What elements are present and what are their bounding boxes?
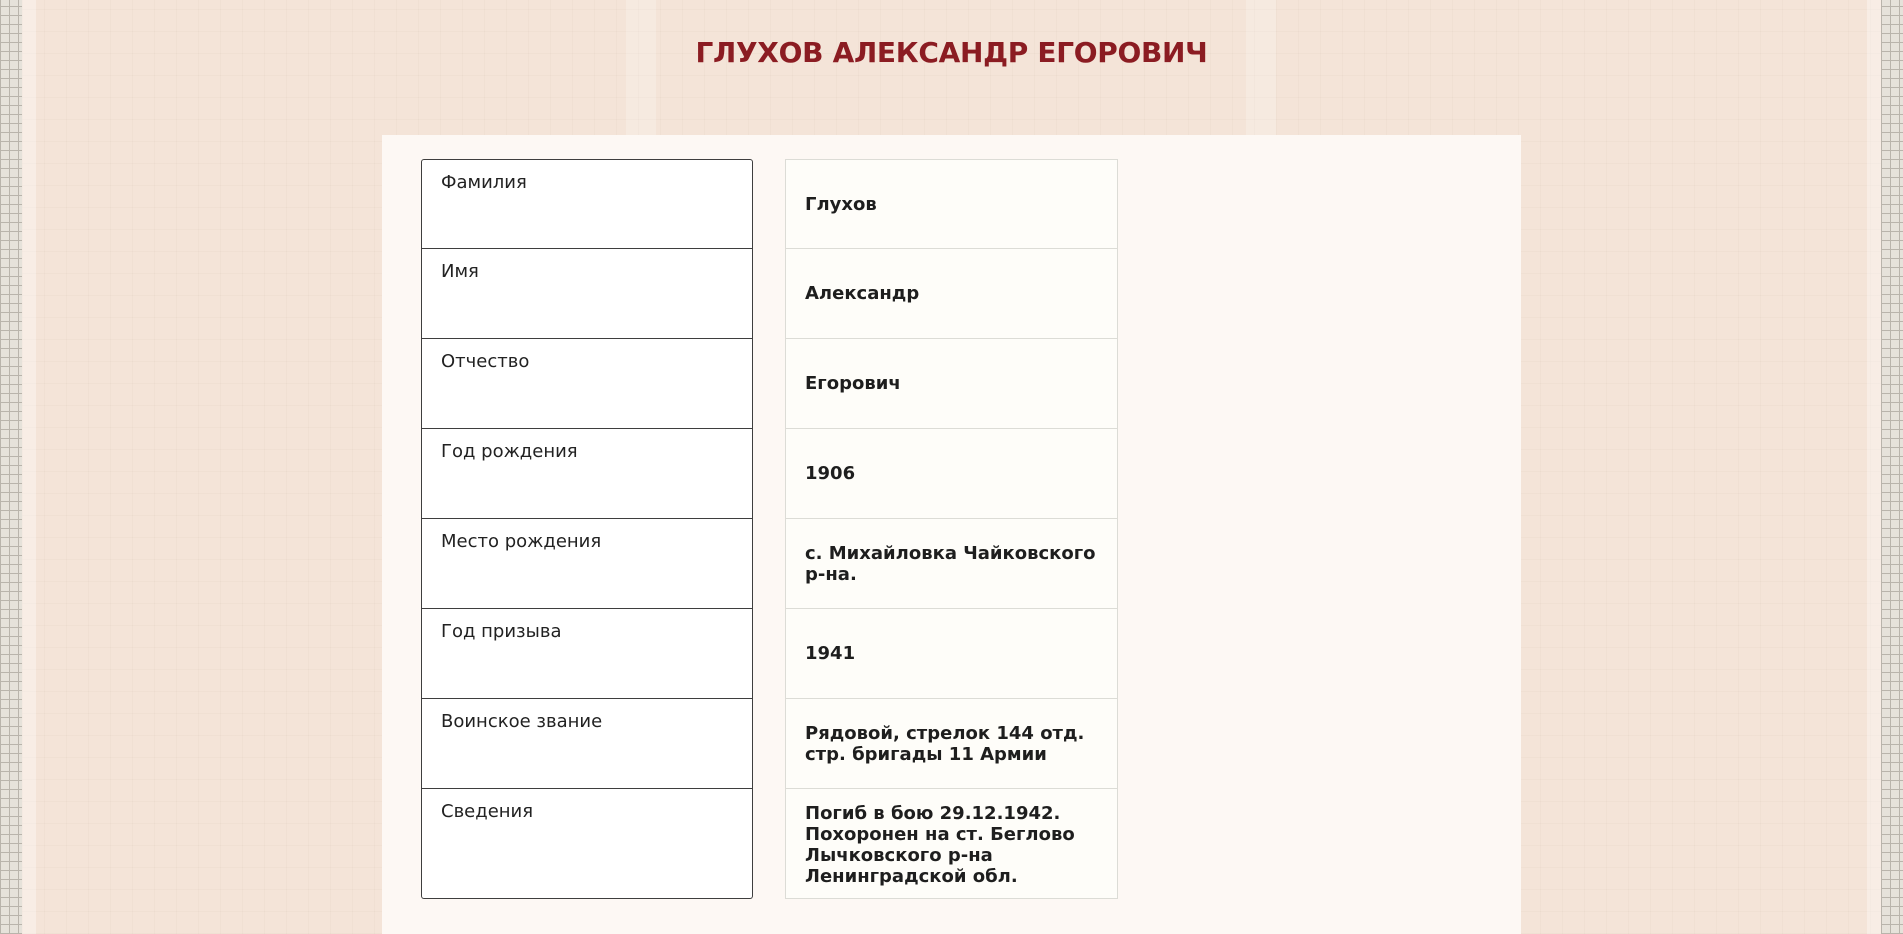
row-value: Глухов	[785, 159, 1118, 249]
left-grid-strip	[0, 0, 22, 934]
row-label: Отчество	[421, 339, 753, 429]
row-value: 1941	[785, 609, 1118, 699]
row-label: Год рождения	[421, 429, 753, 519]
right-side-band	[1867, 0, 1881, 934]
right-grid-strip	[1881, 0, 1903, 934]
row-label: Сведения	[421, 789, 753, 899]
row-label: Фамилия	[421, 159, 753, 249]
row-value: 1906	[785, 429, 1118, 519]
left-side-band	[22, 0, 36, 934]
row-label: Место рождения	[421, 519, 753, 609]
row-label: Имя	[421, 249, 753, 339]
row-value: Егорович	[785, 339, 1118, 429]
row-value: с. Михайловка Чайковского р-на.	[785, 519, 1118, 609]
row-label: Воинское звание	[421, 699, 753, 789]
row-label: Год призыва	[421, 609, 753, 699]
page-title: ГЛУХОВ АЛЕКСАНДР ЕГОРОВИЧ	[695, 36, 1208, 69]
row-value: Александр	[785, 249, 1118, 339]
row-value: Рядовой, стрелок 144 отд. стр. бригады 11 Армии	[785, 699, 1118, 789]
row-value: Погиб в бою 29.12.1942. Похоронен на ст. Беглово Лычковского р-на Ленинградской обл.	[785, 789, 1118, 899]
